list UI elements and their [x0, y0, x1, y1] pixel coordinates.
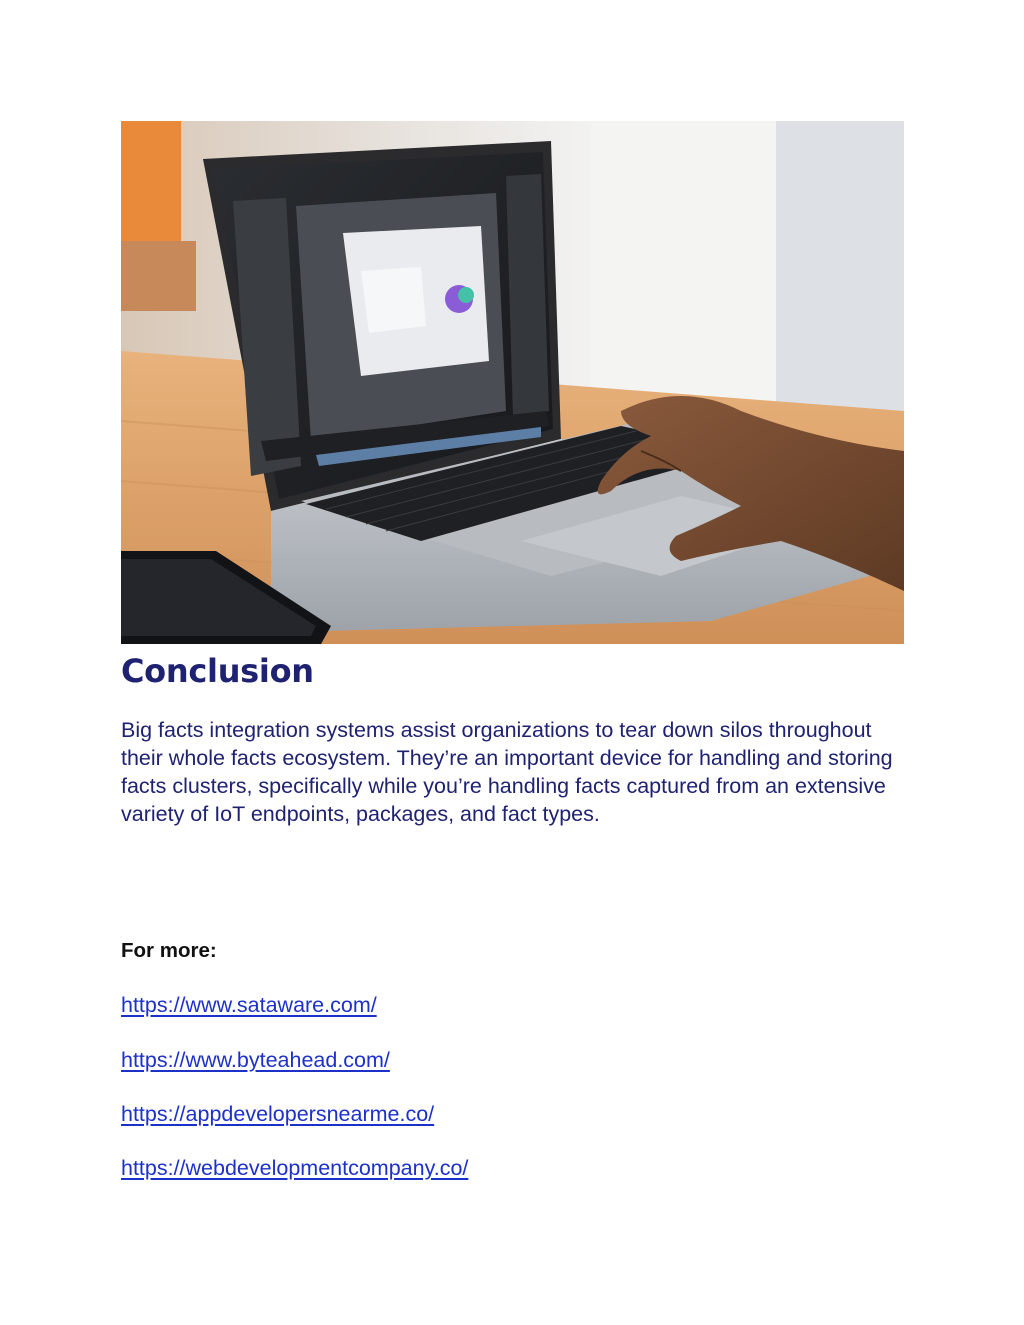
for-more-label: For more: — [121, 939, 217, 962]
laptop-photo — [121, 121, 904, 644]
link-webdevelopmentcompany[interactable]: https://webdevelopmentcompany.co/ — [121, 1156, 469, 1180]
link-sataware[interactable]: https://www.sataware.com/ — [121, 993, 377, 1017]
link-appdevelopersnearme[interactable]: https://appdevelopersnearme.co/ — [121, 1102, 435, 1126]
link-byteahead[interactable]: https://www.byteahead.com/ — [121, 1048, 390, 1072]
conclusion-paragraph: Big facts integration systems assist organizations to tear down silos throughout their whole facts ecosystem. They’re an important device for handling and storing facts clusters, specifically while you’re handling facts captured from an extensive variety of IoT endpoints, packages, and fact types. — [121, 718, 893, 826]
page-title: Conclusion — [121, 652, 314, 690]
